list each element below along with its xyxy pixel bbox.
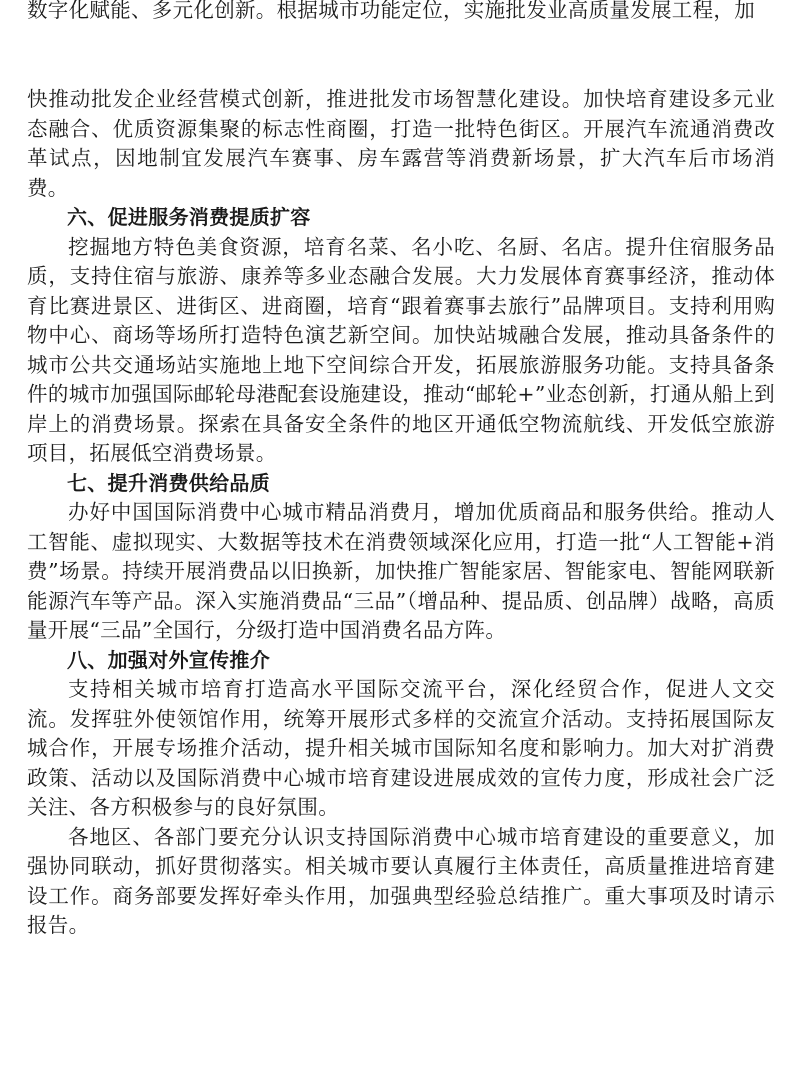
body-paragraph-eight: 支持相关城市培育打造高水平国际交流平台，深化经贸合作，促进人文交流。发挥驻外使领馆作用，统筹开展形式多样的交流宣介活动。支持拓展国际友城合作，开展专场推介活动，提升相关城市国际知名度和影响力。加大对扩消费政策、活动以及国际消费中心城市培育建设进展成效的宣传力度，形成社会广泛关注、各方积极参与的良好氛围。	[27, 677, 775, 819]
body-paragraph-seven: 办好中国国际消费中心城市精品消费月，增加优质商品和服务供给。推动人工智能、虚拟现实、大数据等技术在消费领域深化应用，打造一批“人工智能+消费”场景。持续开展消费品以旧换新，加快推广智能家居、智能家电、智能网联新能源汽车等产品。深入实施消费品“三品”（增品种、提品质、创品牌）战略，高质量开展“三品”全国行，分级打造中国消费名品方阵。	[27, 500, 775, 642]
section-heading-eight: 八、加强对外宣传推介	[67, 647, 270, 672]
fragment-line: 数字化赋能、多元化创新。根据城市功能定位，实施批发业高质量发展工程，加	[27, 0, 755, 22]
closing-paragraph: 各地区、各部门要充分认识支持国际消费中心城市培育建设的重要意义，加强协同联动，抓好贯彻落实。相关城市要认真履行主体责任，高质量推进培育建设工作。商务部要发挥好牵头作用，加强典型经验总结推广。重大事项及时请示报告。	[27, 824, 775, 937]
section-heading-six: 六、促进服务消费提质扩容	[67, 205, 311, 229]
continued-paragraph: 快推动批发企业经营模式创新，推进批发市场智慧化建设。加快培育建设多元业态融合、优质资源集聚的标志性商圈，打造一批特色街区。开展汽车流通消费改革试点，因地制宜发展汽车赛事、房车露营等消费新场景，扩大汽车后市场消费。	[27, 87, 775, 200]
body-paragraph-six: 挖掘地方特色美食资源，培育名菜、名小吃、名厨、名店。提升住宿服务品质，支持住宿与旅游、康养等多业态融合发展。大力发展体育赛事经济，推动体育比赛进景区、进街区、进商圈，培育“跟着赛事去旅行”品牌项目。支持利用购物中心、商场等场所打造特色演艺新空间。加快站城融合发展，推动具备条件的城市公共交通场站实施地上地下空间综合开发，拓展旅游服务功能。支持具备条件的城市加强国际邮轮母港配套设施建设，推动“邮轮+”业态创新，打通从船上到岸上的消费场景。探索在具备安全条件的地区开通低空物流航线、开发低空旅游项目，拓展低空消费场景。	[27, 234, 775, 465]
previous-page-fragment	[27, 0, 775, 26]
section-heading-seven: 七、提升消费供给品质	[67, 470, 270, 495]
document-body	[27, 85, 775, 941]
